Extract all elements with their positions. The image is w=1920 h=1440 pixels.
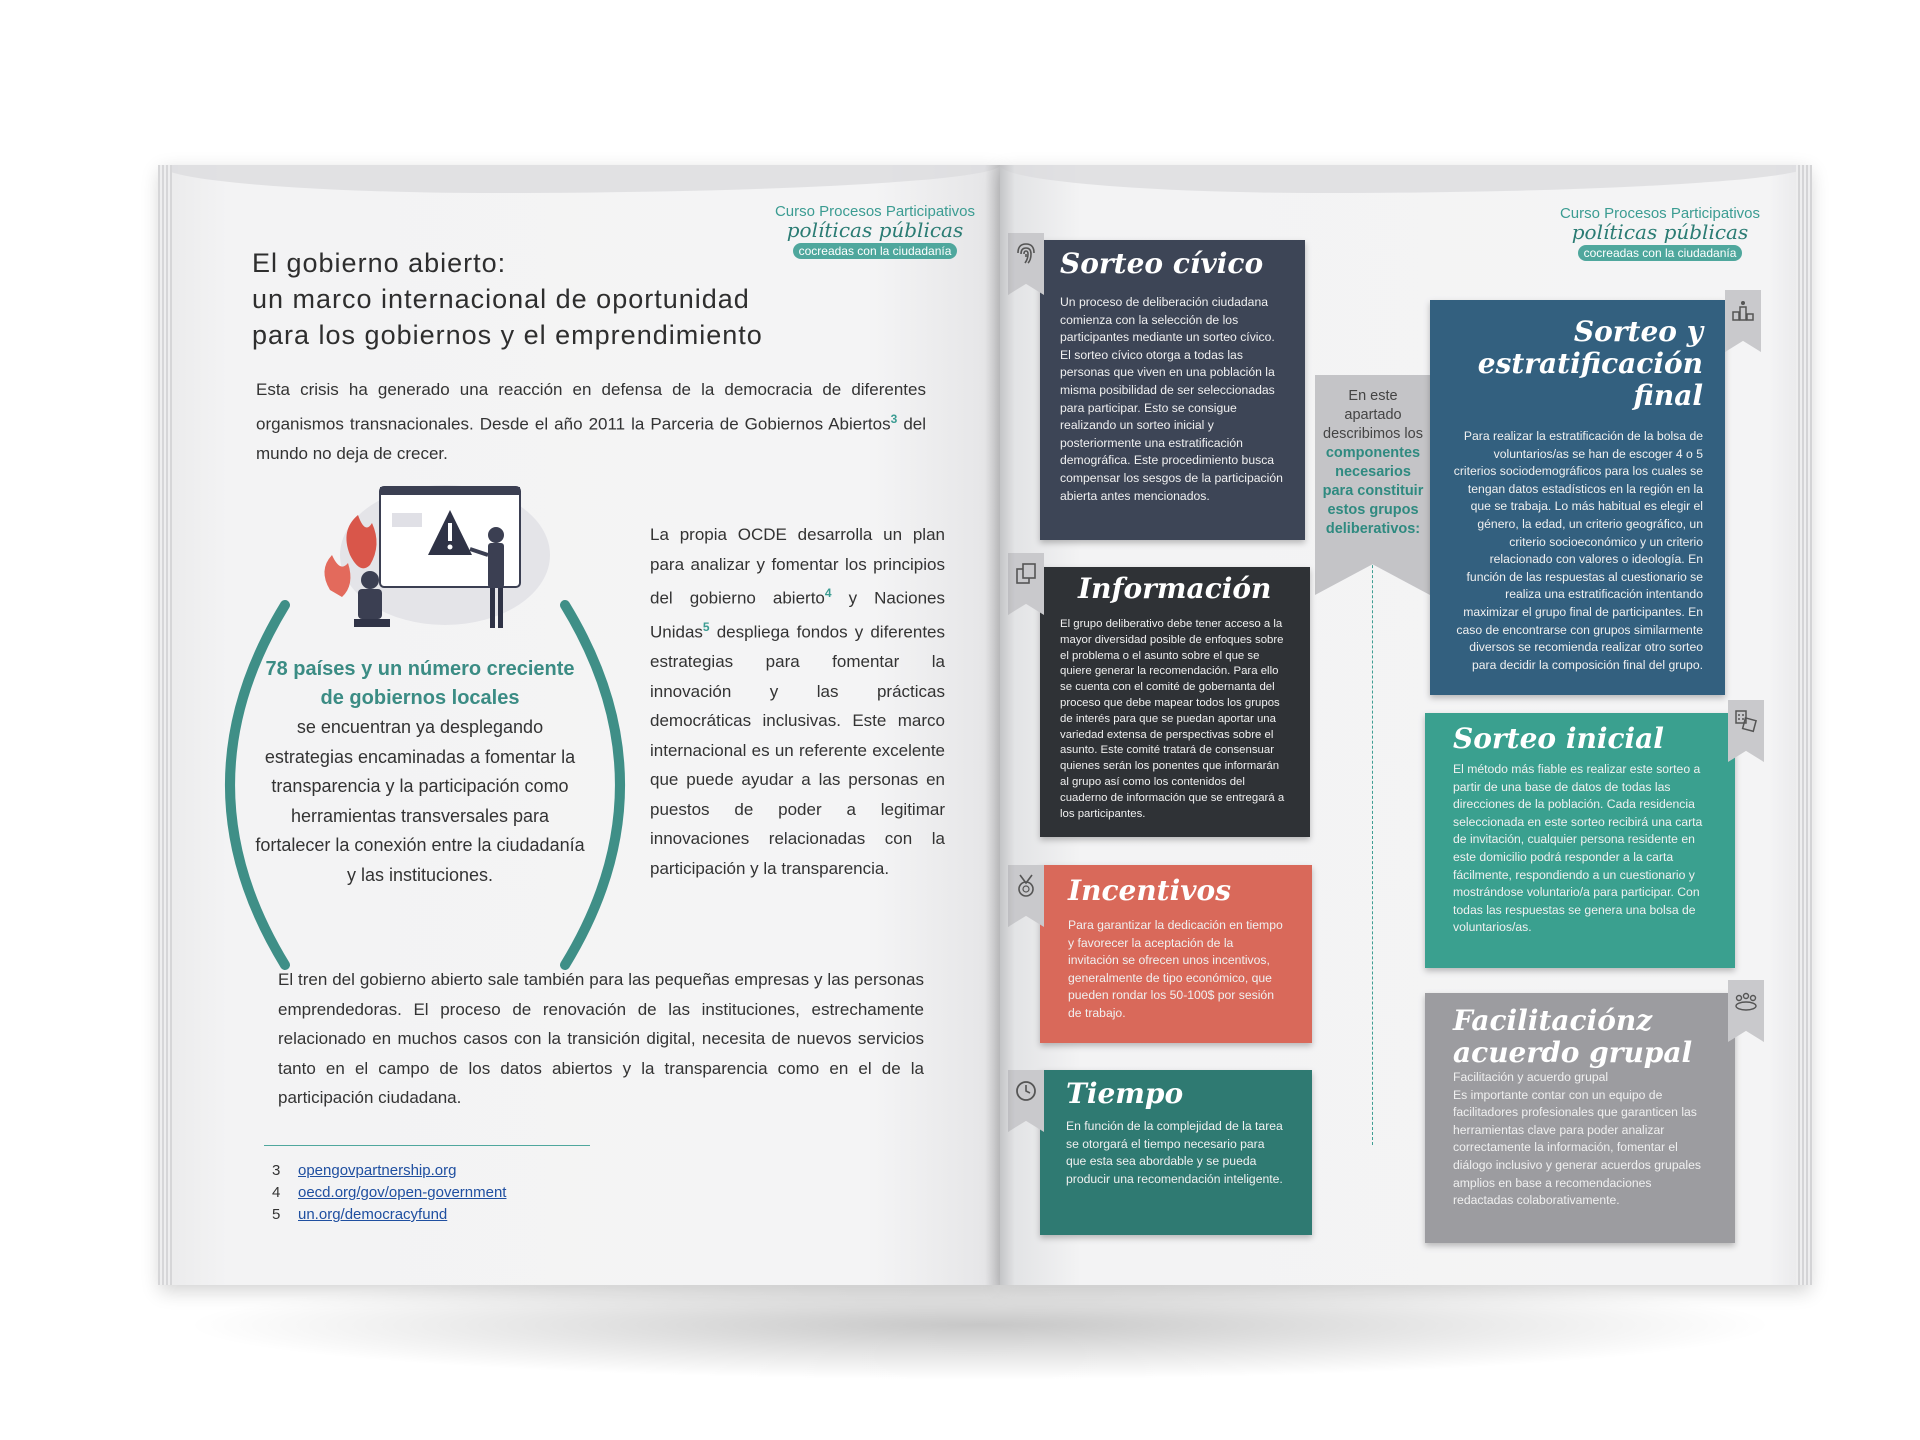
card-informacion <box>1040 567 1310 837</box>
footnote-number: 3 <box>272 1162 281 1179</box>
title-line-2: un marco internacional de oportunidad <box>252 284 750 314</box>
page-edge-left <box>158 165 172 1285</box>
footnote-link[interactable]: oecd.org/gov/open-government <box>298 1184 507 1201</box>
card-sorteo-civico <box>1040 240 1305 540</box>
tab-podium <box>1725 290 1761 352</box>
documents-icon <box>1014 561 1038 587</box>
title-line-3: para los gobiernos y el emprendimiento <box>252 320 763 350</box>
fingerprint-icon <box>1014 241 1038 267</box>
card-title: Sorteo cívico <box>1060 247 1264 280</box>
right-page <box>1000 165 1810 1285</box>
card-text: El método más fiable es realizar este sorteo a partir de una base de datos de todas las direcciones de la población. Cada residencia seleccionada en este sorteo recibirá una carta de invitación, cualquier persona residente en este domicilio podrá responder a la carta fácilmente, respondiendo a un cuestionario y mostrándose voluntario/a para participar. Con todas las respuestas se genera una bolsa de voluntarios/as. <box>1453 762 1703 935</box>
footnote-link[interactable]: opengovpartnership.org <box>298 1162 457 1179</box>
book-shadow <box>180 1270 1780 1380</box>
clock-icon <box>1014 1078 1038 1104</box>
card-text: Para realizar la estratificación de la bolsa de voluntarios/as se han de escoger 4 o 5 criterios sociodemográficos para los cuales se tengan datos estadísticos en la región en la que se trabaja. Lo más habitual es elegir el género, la edad, un criterio geográfico, un criterio socioeconómico y un criterio relacionado con valores o ideología. En función de las respuestas al cuestionario se realiza una estratificación intentando maximizar el grupo final de participantes. En caso de encontrarse con grupos similarmente diversos se recomienda realizar otro sorteo para decidir la composición final del grupo. <box>1453 429 1703 672</box>
card-subtitle: Facilitación y acuerdo grupal <box>1453 1070 1609 1084</box>
medal-icon <box>1014 873 1038 899</box>
card-title: Sorteo y estratificación final <box>1477 315 1703 412</box>
intro-paragraph <box>256 375 926 468</box>
tab-group <box>1728 980 1764 1042</box>
card-text: Es importante contar con un equipo de facilitadores profesionales que garanticen las herramientas clave para poder analizar correctamente la información, fomentar el diálogo inclusivo y generar acuerdos grupales amplios en base a recomendaciones redactadas colaborativamente. <box>1453 1087 1701 1208</box>
card-tiempo <box>1040 1070 1312 1235</box>
footnote-ref-5[interactable]: 5 <box>702 620 710 635</box>
card-text: En función de la complejidad de la tarea se otorgará el tiempo necesario para que esta sea abordable y se pueda producir una recomendación inteligente. <box>1066 1119 1283 1186</box>
footnote-item <box>272 1182 506 1204</box>
column-part1: La propia OCDE desarrolla un plan para analizar y fomentar los principios del gobierno abierto <box>650 525 945 608</box>
callout-text <box>255 655 585 890</box>
column-part3: despliega fondos y diferentes estrategias para fomentar la innovación y las prácticas democráticas inclusivas. Este marco internacional es un referente excelente que puede ayudar a las personas en puestos de poder a legitimar innovaciones relacionadas con la participación y la transparencia. <box>650 622 945 878</box>
footnotes <box>272 1160 506 1226</box>
ocde-paragraph <box>650 520 945 883</box>
connector-line <box>1372 525 1373 1145</box>
ribbon-bold: componentes necesarios para constituir estos grupos deliberativos: <box>1322 445 1424 537</box>
brand-line3: cocreadas con la ciudadanía <box>1578 245 1743 261</box>
footnote-link[interactable]: un.org/democracyfund <box>298 1206 448 1223</box>
footnote-item <box>272 1204 506 1226</box>
brand-line2: políticas públicas <box>1571 220 1749 244</box>
left-page <box>160 165 1000 1285</box>
page-title <box>252 245 812 353</box>
book-spine <box>985 165 1015 1285</box>
card-estratificacion <box>1430 300 1725 695</box>
callout-highlight: 78 países y un número creciente de gobiernos locales <box>265 658 575 709</box>
footnote-ref-3[interactable]: 3 <box>890 411 898 426</box>
card-facilitacion <box>1425 993 1735 1243</box>
callout-body: se encuentran ya desplegando estrategias encaminadas a fomentar la transparencia y la participación como herramientas transversales para fortalecer la conexión entre la ciudadanía y las instituciones. <box>255 717 585 885</box>
bottom-paragraph: El tren del gobierno abierto sale también para las pequeñas empresas y las personas emprendedoras. El proceso de renovación de las instituciones, estrechamente relacionado en muchos casos con la transición digital, necesita de nuevos servicios tanto en el campo de los datos abiertos y la transparencia como en el de la participación ciudadana. <box>278 970 924 1107</box>
card-text: Un proceso de deliberación ciudadana comienza con la selección de los participantes mediante un sorteo cívico. El sorteo cívico otorga a todas las personas que viven en una población la misma posibilidad de ser seleccionadas para participar. Esto se consigue realizando un sorteo inicial y posteriormente una estratificación demográfica. Este procedimiento busca compensar los sesgos de la participación abierta antes mencionados. <box>1060 295 1283 503</box>
card-text: El grupo deliberativo debe tener acceso a la mayor diversidad posible de enfoques sobre el problema o el asunto sobre el que se quiere generar la recomendación. Para ello se cuenta con el comité de gobernanta del proceso que debe mapear todos los grupos de interés para que se puedan aportar una variedad extensa de perspectivas sobre el asunto. Este comité tratará de consensuar quienes serán los ponentes que informarán al grupo así como los contenidos del cuaderno de información que se entregará a los participantes. <box>1060 618 1285 820</box>
footnote-item <box>272 1160 506 1182</box>
footnote-ref-4[interactable]: 4 <box>824 586 832 600</box>
intro-text-after: del mundo no deja de crecer. <box>256 414 926 463</box>
card-title: Tiempo <box>1066 1077 1184 1110</box>
brand-line3: cocreadas con la ciudadanía <box>793 243 958 259</box>
page-top-brush <box>160 165 1000 193</box>
ribbon-pre: En este apartado describimos los <box>1323 388 1423 442</box>
ribbon-text <box>1318 387 1428 539</box>
page-edge-right <box>1796 165 1812 1285</box>
card-incentivos <box>1040 865 1312 1043</box>
footnote-divider <box>264 1145 590 1146</box>
card-title: Información <box>1078 572 1272 605</box>
card-text: Para garantizar la dedicación en tiempo y favorecer la aceptación de la invitación se ofrecen unos incentivos, generalmente de tipo económico, que pueden rondar los 50-100$ por sesión de trabajo. <box>1068 918 1283 1020</box>
brand-header-right <box>1545 205 1775 262</box>
group-icon <box>1734 988 1758 1014</box>
tab-database <box>1728 700 1764 762</box>
brand-line2: políticas públicas <box>786 218 964 242</box>
footnote-number: 4 <box>272 1184 281 1201</box>
podium-icon <box>1731 298 1755 324</box>
footnote-number: 5 <box>272 1206 281 1223</box>
title-line-1: El gobierno abierto: <box>252 248 507 278</box>
card-sorteo-inicial <box>1425 713 1735 968</box>
column-part2: y Naciones Unidas <box>650 588 945 642</box>
card-title: Sorteo inicial <box>1453 722 1664 755</box>
card-title: Facilitaciónz acuerdo grupal <box>1453 1004 1693 1069</box>
brand-line1: Curso Procesos Participativos <box>774 203 976 220</box>
page-top-brush <box>1000 165 1810 193</box>
brand-line1: Curso Procesos Participativos <box>1559 205 1761 222</box>
intro-text: Esta crisis ha generado una reacción en defensa de la democracia de diferentes organismos transnacionales. Desde el año 2011 la Parceria de Gobiernos Abiertos <box>256 380 926 434</box>
database-icon <box>1734 708 1758 734</box>
card-title: Incentivos <box>1068 874 1231 907</box>
